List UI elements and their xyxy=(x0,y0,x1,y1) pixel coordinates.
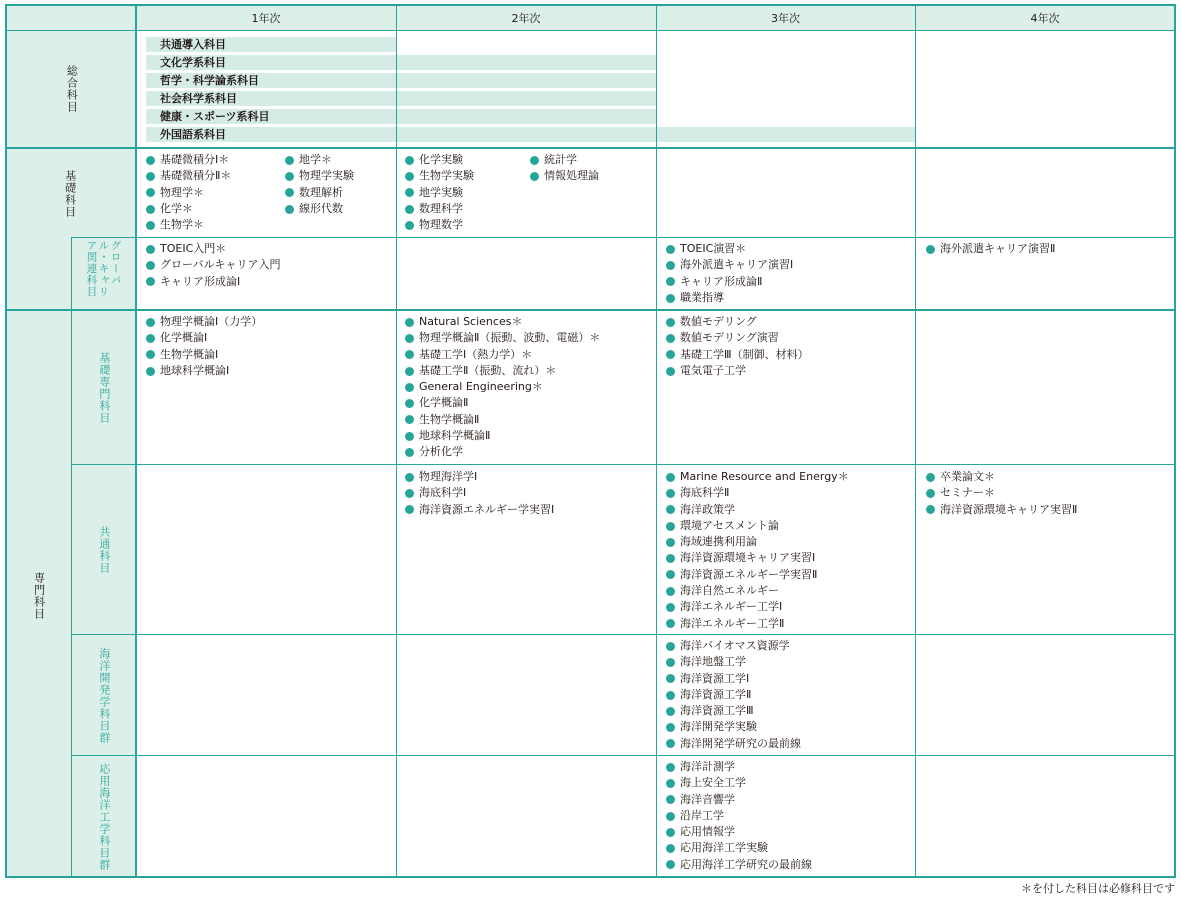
bullet-icon xyxy=(666,619,675,628)
bullet-icon xyxy=(666,538,675,547)
list-item: 海洋エネルギー工学Ⅱ xyxy=(666,616,849,632)
sogo-band-tetsugaku: 哲学・科学論系科目 xyxy=(146,73,656,88)
bullet-icon xyxy=(405,350,414,359)
list-item: セミナー＊ xyxy=(926,485,1077,501)
list-item: 生物学概論Ⅱ xyxy=(405,412,600,428)
bullet-icon xyxy=(666,674,675,683)
list-item: 海洋地盤工学 xyxy=(666,654,801,670)
list-item: 海洋開発学実験 xyxy=(666,719,801,735)
bullet-icon xyxy=(666,603,675,612)
bullet-icon xyxy=(926,473,935,482)
list-item: 海洋開発学研究の最前線 xyxy=(666,736,801,752)
bullet-icon xyxy=(666,707,675,716)
list-item: キャリア形成論Ⅰ xyxy=(146,274,280,290)
bullet-icon xyxy=(285,188,294,197)
kiso-y1-col2 xyxy=(285,152,354,217)
bullet-icon xyxy=(666,828,675,837)
bullet-icon xyxy=(666,739,675,748)
list-item: 数値モデリング xyxy=(666,314,809,330)
label-oyo-kaiyo xyxy=(71,756,136,878)
bullet-icon xyxy=(405,489,414,498)
list-item: 化学＊ xyxy=(146,201,231,217)
list-item: 基礎工学Ⅰ（熱力学）＊ xyxy=(405,347,600,363)
list-item: 基礎工学Ⅱ（振動、流れ）＊ xyxy=(405,363,600,379)
list-item: TOEIC演習＊ xyxy=(666,241,793,257)
bullet-icon xyxy=(666,587,675,596)
bullet-icon xyxy=(405,188,414,197)
list-item: 海洋資源環境キャリア実習Ⅰ xyxy=(666,550,849,566)
label-kyotsu xyxy=(71,465,136,635)
sogo-band-kenko: 健康・スポーツ系科目 xyxy=(146,109,656,124)
kyotsu-y2 xyxy=(405,469,554,518)
bullet-icon xyxy=(530,172,539,181)
kiso-y2-col1 xyxy=(405,152,474,233)
kiso-senmon-y2 xyxy=(405,314,600,461)
bullet-icon xyxy=(405,448,414,457)
list-item: 海洋資源エネルギー学実習Ⅰ xyxy=(405,502,554,518)
label-kaiyo-kaihatsu xyxy=(71,635,136,756)
sogo-band-bunka: 文化学系科目 xyxy=(146,55,656,70)
list-item: 情報処理論 xyxy=(530,168,599,184)
kiso-y2-col2 xyxy=(530,152,599,185)
label-kiso-senmon xyxy=(71,310,136,465)
list-item: 地球科学概論Ⅱ xyxy=(405,428,600,444)
bullet-icon xyxy=(146,205,155,214)
list-item: Marine Resource and Energy＊ xyxy=(666,469,849,485)
label-senmon-text: 専門科目 xyxy=(32,572,46,620)
global-y3 xyxy=(666,241,793,306)
bullet-icon xyxy=(666,318,675,327)
bullet-icon xyxy=(146,367,155,376)
list-item: 応用海洋工学実験 xyxy=(666,840,812,856)
list-item: 海洋自然エネルギー xyxy=(666,583,849,599)
bullet-icon xyxy=(666,367,675,376)
list-item: 化学実験 xyxy=(405,152,474,168)
list-item: 生物学＊ xyxy=(146,217,231,233)
bullet-icon xyxy=(405,172,414,181)
list-item: 海外派遣キャリア演習Ⅰ xyxy=(666,257,793,273)
list-item: 海域連携利用論 xyxy=(666,534,849,550)
bullet-icon xyxy=(285,172,294,181)
bullet-icon xyxy=(666,795,675,804)
bullet-icon xyxy=(666,350,675,359)
bullet-icon xyxy=(666,723,675,732)
list-item: 海底科学Ⅰ xyxy=(405,485,554,501)
header-year-1: 1年次 xyxy=(136,5,396,30)
bullet-icon xyxy=(405,399,414,408)
bullet-icon xyxy=(285,205,294,214)
label-global-text: グローバル・キャリア関連科目 xyxy=(85,239,122,297)
bullet-icon xyxy=(666,245,675,254)
bullet-icon xyxy=(146,261,155,270)
bullet-icon xyxy=(405,505,414,514)
bullet-icon xyxy=(666,473,675,482)
bullet-icon xyxy=(926,505,935,514)
bullet-icon xyxy=(146,334,155,343)
bullet-icon xyxy=(666,334,675,343)
bullet-icon xyxy=(666,570,675,579)
bullet-icon xyxy=(405,221,414,230)
list-item: 海洋資源エネルギー学実習Ⅱ xyxy=(666,567,849,583)
header-corner xyxy=(6,5,136,30)
bullet-icon xyxy=(405,318,414,327)
bullet-icon xyxy=(530,156,539,165)
bullet-icon xyxy=(666,489,675,498)
bullet-icon xyxy=(926,489,935,498)
list-item: 職業指導 xyxy=(666,290,793,306)
bullet-icon xyxy=(405,367,414,376)
list-item: General Engineering＊ xyxy=(405,379,600,395)
list-item: 統計学 xyxy=(530,152,599,168)
list-item: 生物学概論Ⅰ xyxy=(146,347,262,363)
bullet-icon xyxy=(146,221,155,230)
list-item: 数理解析 xyxy=(285,185,354,201)
bullet-icon xyxy=(666,860,675,869)
list-item: 海洋計測学 xyxy=(666,759,812,775)
list-item: 海洋資源環境キャリア実習Ⅱ xyxy=(926,502,1077,518)
bullet-icon xyxy=(146,245,155,254)
bullet-icon xyxy=(405,432,414,441)
header-year-2: 2年次 xyxy=(396,5,656,30)
list-item: 基礎微積分Ⅰ＊ xyxy=(146,152,231,168)
label-sogo xyxy=(6,30,136,148)
bullet-icon xyxy=(666,812,675,821)
bullet-icon xyxy=(666,844,675,853)
list-item: 海洋エネルギー工学Ⅰ xyxy=(666,599,849,615)
footnote: ＊を付した科目は必修科目です xyxy=(1021,882,1175,895)
label-kiso-text: 基礎科目 xyxy=(63,170,77,218)
bullet-icon xyxy=(405,383,414,392)
list-item: キャリア形成論Ⅱ xyxy=(666,274,793,290)
global-y4 xyxy=(926,241,1055,257)
list-item: 海洋音響学 xyxy=(666,792,812,808)
bullet-icon xyxy=(146,188,155,197)
bullet-icon xyxy=(666,642,675,651)
label-sogo-text: 総合科目 xyxy=(65,65,79,113)
bullet-icon xyxy=(666,505,675,514)
bullet-icon xyxy=(666,658,675,667)
list-item: 生物学実験 xyxy=(405,168,474,184)
list-item: 基礎微積分Ⅱ＊ xyxy=(146,168,231,184)
list-item: 物理数学 xyxy=(405,217,474,233)
header-year-3: 3年次 xyxy=(656,5,915,30)
list-item: 物理学概論Ⅱ（振動、波動、電磁）＊ xyxy=(405,330,600,346)
list-item: 沿岸工学 xyxy=(666,808,812,824)
sogo-band-shakai: 社会科学系科目 xyxy=(146,91,656,106)
list-item: 線形代数 xyxy=(285,201,354,217)
bullet-icon xyxy=(926,245,935,254)
list-item: TOEIC入門＊ xyxy=(146,241,280,257)
list-item: 海洋政策学 xyxy=(666,502,849,518)
label-oyo-kaiyo-text: 応用海洋工学科目群 xyxy=(97,763,111,871)
bullet-icon xyxy=(405,205,414,214)
kiso-senmon-y1 xyxy=(146,314,262,379)
bullet-icon xyxy=(146,156,155,165)
bullet-icon xyxy=(666,294,675,303)
bullet-icon xyxy=(405,473,414,482)
list-item: 地学＊ xyxy=(285,152,354,168)
sogo-band-gaikokugo: 外国語系科目 xyxy=(146,127,915,142)
list-item: 海洋資源工学Ⅲ xyxy=(666,703,801,719)
list-item: 応用海洋工学研究の最前線 xyxy=(666,857,812,873)
list-item: 基礎工学Ⅲ（制御、材料） xyxy=(666,347,809,363)
label-kyotsu-text: 共通科目 xyxy=(97,526,111,574)
list-item: 分析化学 xyxy=(405,444,600,460)
list-item: 数値モデリング演習 xyxy=(666,330,809,346)
label-kiso-senmon-text: 基礎専門科目 xyxy=(97,351,111,424)
list-item: 電気電子工学 xyxy=(666,363,809,379)
kiso-senmon-y3 xyxy=(666,314,809,379)
list-item: 化学概論Ⅰ xyxy=(146,330,262,346)
bullet-icon xyxy=(666,691,675,700)
bullet-icon xyxy=(666,261,675,270)
header-year-4: 4年次 xyxy=(915,5,1175,30)
list-item: 数理科学 xyxy=(405,201,474,217)
global-y1 xyxy=(146,241,280,290)
sogo-band-kyotsu-donyu: 共通導入科目 xyxy=(146,37,396,52)
kaiyo-kaihatsu-y3 xyxy=(666,638,801,752)
list-item: グローバルキャリア入門 xyxy=(146,257,280,273)
bullet-icon xyxy=(146,318,155,327)
list-item: 海底科学Ⅱ xyxy=(666,485,849,501)
bullet-icon xyxy=(405,156,414,165)
list-item: 物理学＊ xyxy=(146,185,231,201)
list-item: 地球科学概論Ⅰ xyxy=(146,363,262,379)
list-item: 海洋バイオマス資源学 xyxy=(666,638,801,654)
kyotsu-y3 xyxy=(666,469,849,632)
bullet-icon xyxy=(666,277,675,286)
bullet-icon xyxy=(405,415,414,424)
bullet-icon xyxy=(666,554,675,563)
list-item: 海上安全工学 xyxy=(666,775,812,791)
list-item: 物理海洋学Ⅰ xyxy=(405,469,554,485)
list-item: 物理学概論Ⅰ（力学） xyxy=(146,314,262,330)
list-item: 物理学実験 xyxy=(285,168,354,184)
bullet-icon xyxy=(666,522,675,531)
oyo-kaiyo-y3 xyxy=(666,759,812,873)
bullet-icon xyxy=(666,779,675,788)
bullet-icon xyxy=(146,277,155,286)
list-item: 地学実験 xyxy=(405,185,474,201)
bullet-icon xyxy=(146,350,155,359)
list-item: 卒業論文＊ xyxy=(926,469,1077,485)
list-item: 海洋資源工学Ⅱ xyxy=(666,687,801,703)
label-global xyxy=(71,237,136,310)
list-item: 海洋資源工学Ⅰ xyxy=(666,671,801,687)
bullet-icon xyxy=(666,763,675,772)
list-item: 応用情報学 xyxy=(666,824,812,840)
bullet-icon xyxy=(285,156,294,165)
label-kaiyo-kaihatsu-text: 海洋開発学科目群 xyxy=(97,647,111,744)
list-item: 海外派遣キャリア演習Ⅱ xyxy=(926,241,1055,257)
list-item: Natural Sciences＊ xyxy=(405,314,600,330)
kyotsu-y4 xyxy=(926,469,1077,518)
list-item: 環境アセスメント論 xyxy=(666,518,849,534)
bullet-icon xyxy=(146,172,155,181)
kiso-y1-col1 xyxy=(146,152,231,233)
bullet-icon xyxy=(405,334,414,343)
list-item: 化学概論Ⅱ xyxy=(405,395,600,411)
